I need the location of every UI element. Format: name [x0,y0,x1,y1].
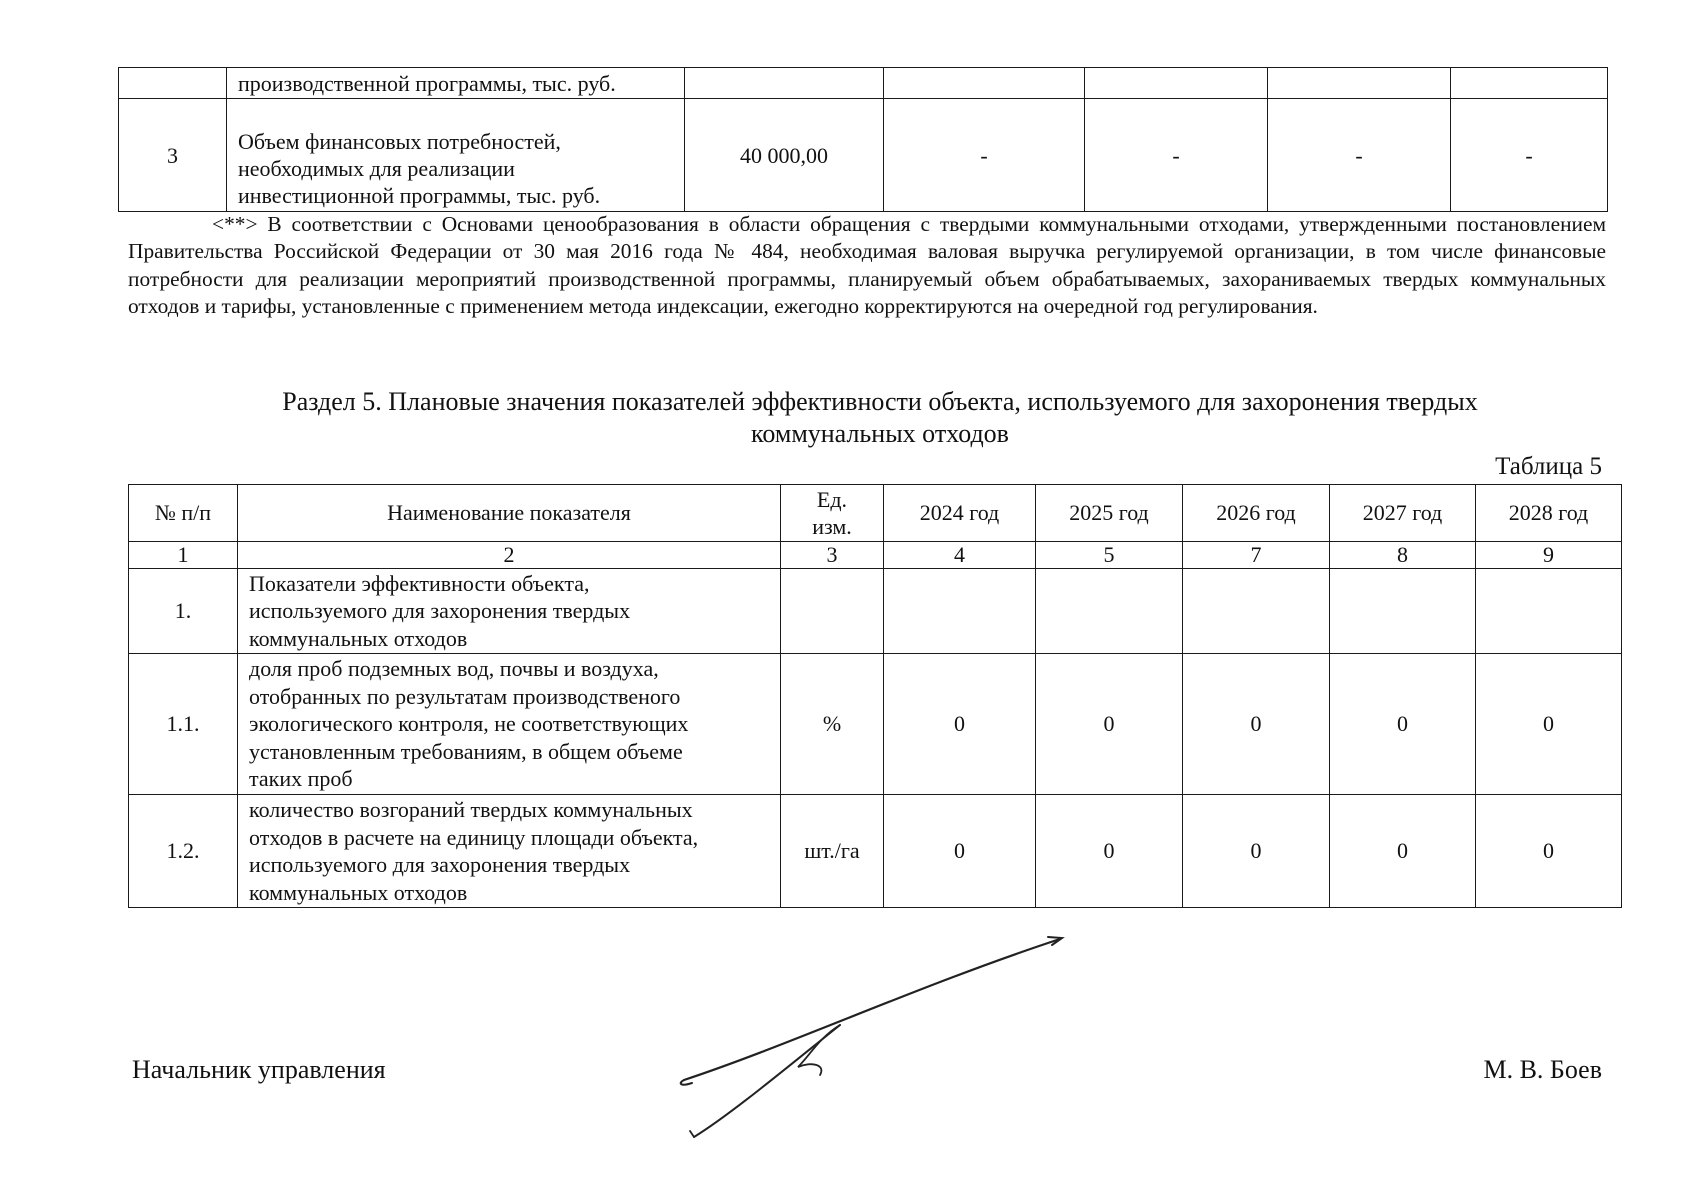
cell-value: - [884,99,1085,212]
column-number: 3 [781,542,884,569]
cell-value [884,68,1085,99]
header-year: 2024 год [884,485,1036,542]
row-name [227,99,685,212]
name-line: количество возгораний твердых коммунальных [249,797,693,822]
cell-value [1085,68,1268,99]
section-title [200,386,1560,450]
header-unit-line: Ед. [816,486,848,512]
header-row [129,485,1622,542]
cell-value [1451,68,1608,99]
name-line: необходимых для реализации [238,155,515,181]
cell-value: 0 [1183,795,1330,908]
row-unit [781,569,884,654]
name-line: инвестиционной программы, тыс. руб. [238,182,601,208]
column-number-row [129,542,1622,569]
table-label: Таблица 5 [1495,453,1602,480]
section-title-line: Раздел 5. Плановые значения показателей эффективности объекта, используемого для захоронения твердых [282,387,1478,416]
table-row [129,795,1622,908]
cell-value: 0 [884,795,1036,908]
header-year: 2025 год [1036,485,1183,542]
row-number: 3 [119,99,227,212]
row-number [119,68,227,99]
name-line: отходов в расчете на единицу площади объекта, [249,824,699,850]
signatory-position: Начальник управления [132,1055,386,1084]
signatory-name: М. В. Боев [1483,1055,1602,1084]
row-unit: шт./га [781,795,884,908]
header-name: Наименование показателя [238,485,781,542]
name-line: отобранных по результатам производственого [249,683,681,709]
table-row [129,569,1622,654]
cell-value: - [1268,99,1451,212]
cell-value: 40 000,00 [685,99,884,212]
column-number: 7 [1183,542,1330,569]
section-title-line: коммунальных отходов [751,419,1009,448]
header-num: № п/п [129,485,238,542]
indicators-table [128,484,1622,908]
row-name [227,68,685,99]
name-line: используемого для захоронения твердых [249,852,631,877]
name-line: установленным требованиям, в общем объеме [249,738,683,764]
name-line: используемого для захоронения твердых [249,598,631,624]
cell-value: 0 [1036,795,1183,908]
cell-value: 0 [1036,654,1183,795]
row-unit: % [781,654,884,795]
cell-value: 0 [1183,654,1330,795]
name-line: коммунальных отходов [249,625,468,651]
row-name [238,569,781,654]
name-line: доля проб подземных вод, почвы и воздуха, [249,656,659,682]
cell-value: 0 [1476,654,1622,795]
name-line: таких проб [249,766,353,792]
column-number: 5 [1036,542,1183,569]
name-line: Объем финансовых потребностей, [238,128,561,154]
header-year: 2028 год [1476,485,1622,542]
cell-value [1330,569,1476,654]
column-number: 2 [238,542,781,569]
table-row [129,654,1622,795]
row-number: 1. [129,569,238,654]
row-name [238,654,781,795]
name-line: экологического контроля, не соответствующих [249,711,689,737]
cell-value: - [1085,99,1268,212]
table-row [119,99,1608,212]
name-line: Показатели эффективности объекта, [249,570,590,596]
cell-value [1268,68,1451,99]
row-number: 1.1. [129,654,238,795]
column-number: 9 [1476,542,1622,569]
cell-value: 0 [1330,795,1476,908]
header-year: 2027 год [1330,485,1476,542]
table-row [119,68,1608,99]
cell-value [884,569,1036,654]
cell-value [1183,569,1330,654]
cell-value [685,68,884,99]
header-unit [781,485,884,542]
cell-value: 0 [1476,795,1622,908]
column-number: 8 [1330,542,1476,569]
column-number: 4 [884,542,1036,569]
name-line: производственной программы, тыс. руб. [238,70,616,96]
cell-value [1476,569,1622,654]
cell-value: 0 [1330,654,1476,795]
cell-value: 0 [884,654,1036,795]
header-year: 2026 год [1183,485,1330,542]
row-number: 1.2. [129,795,238,908]
header-unit-line: изм. [812,514,852,539]
row-name [238,795,781,908]
cell-value: - [1451,99,1608,212]
cell-value [1036,569,1183,654]
financial-table [118,67,1608,212]
column-number: 1 [129,542,238,569]
footnote: <**> В соответствии с Основами ценообразования в области обращения с твердыми коммунальными отходами, утвержденными постановлением Правительства Российской Федерации от 30 мая 2016 года № 484, необходимая валовая выручка регулируемой организации, в том числе финансовые потребности для реализации мероприятий производственной программы, планируемый объем обрабатываемых, захораниваемых твердых коммунальных отходов и тарифы, установленные с применением метода индексации, ежегодно корректируются на очередной год регулирования. [128,212,1606,319]
name-line: коммунальных отходов [249,879,468,905]
handwritten-signature [670,925,1090,1155]
